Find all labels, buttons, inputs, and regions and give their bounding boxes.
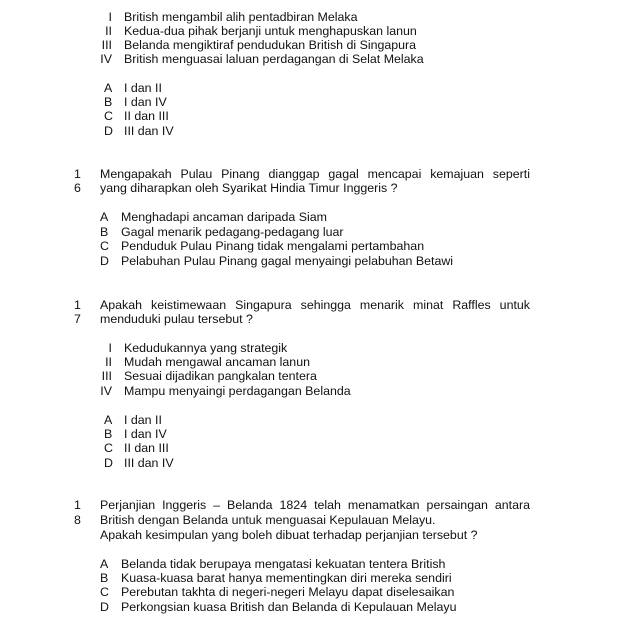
option-letter: D <box>100 254 109 268</box>
statement-number: III <box>101 38 112 52</box>
option-letter: B <box>100 571 109 585</box>
option-letter: A <box>100 210 109 224</box>
option-text: III dan IV <box>124 456 174 470</box>
option-text: III dan IV <box>124 124 174 138</box>
option-letter: C <box>100 585 109 599</box>
statement-number: III <box>101 369 112 383</box>
option-letter: C <box>104 441 113 455</box>
question-text: British dengan Belanda untuk menguasai Kepulauan Melayu. <box>100 513 436 527</box>
option-letter: B <box>104 95 113 109</box>
option-letter: D <box>100 600 109 614</box>
option-text: II dan III <box>124 109 169 123</box>
option-letter: D <box>104 456 113 470</box>
question-text: yang diharapkan oleh Syarikat Hindia Timur Inggeris ? <box>100 181 398 195</box>
question-text: Mengapakah Pulau Pinang dianggap gagal mencapai kemajuan seperti <box>100 167 530 181</box>
statement-number: II <box>105 355 112 369</box>
question-text: Apakah keistimewaan Singapura sehingga menarik minat Raffles untuk <box>100 298 530 312</box>
statement-text: Mampu menyaingi perdagangan Belanda <box>124 384 351 398</box>
question-text: menduduki pulau tersebut ? <box>100 312 253 326</box>
statement-text: Sesuai dijadikan pangkalan tentera <box>124 369 317 383</box>
option-text: II dan III <box>124 441 169 455</box>
question-number-digit: 1 <box>74 298 81 312</box>
option-text: Perebutan takhta di negeri-negeri Melayu dapat diselesaikan <box>121 585 455 599</box>
statement-text: British mengambil alih pentadbiran Melaka <box>124 10 358 24</box>
option-letter: A <box>104 81 113 95</box>
option-letter: B <box>104 427 113 441</box>
option-text: Belanda tidak berupaya mengatasi kekuatan tentera British <box>121 557 446 571</box>
option-letter: C <box>100 239 109 253</box>
option-letter: B <box>100 225 109 239</box>
option-text: Gagal menarik pedagang-pedagang luar <box>121 225 344 239</box>
question-number-digit: 7 <box>74 312 81 326</box>
question-number-digit: 1 <box>74 498 81 512</box>
option-letter: A <box>104 413 113 427</box>
question-number-digit: 8 <box>74 513 81 527</box>
statement-text: Mudah mengawal ancaman lanun <box>124 355 310 369</box>
question-number-digit: 1 <box>74 167 81 181</box>
statement-text: Belanda mengiktiraf pendudukan British di Singapura <box>124 38 417 52</box>
option-text: Penduduk Pulau Pinang tidak mengalami pertambahan <box>121 239 425 253</box>
option-letter: D <box>104 124 113 138</box>
option-text: Kuasa-kuasa barat hanya mementingkan diri mereka sendiri <box>121 571 452 585</box>
option-text: Menghadapi ancaman daripada Siam <box>121 210 327 224</box>
option-letter: A <box>100 557 109 571</box>
statement-number: I <box>108 341 112 355</box>
option-letter: C <box>104 109 113 123</box>
question-text: Perjanjian Inggeris – Belanda 1824 telah menamatkan persaingan antara <box>100 498 530 512</box>
statement-number: IV <box>100 52 112 66</box>
option-text: I dan IV <box>124 427 167 441</box>
statement-text: Kedua-dua pihak berjanji untuk menghapuskan lanun <box>124 24 417 38</box>
option-text: Pelabuhan Pulau Pinang gagal menyaingi pelabuhan Betawi <box>121 254 454 268</box>
option-text: I dan II <box>124 81 162 95</box>
option-text: I dan IV <box>124 95 167 109</box>
option-text: I dan II <box>124 413 162 427</box>
statement-text: Kedudukannya yang strategik <box>124 341 288 355</box>
statement-number: I <box>108 10 112 24</box>
question-number-digit: 6 <box>74 181 81 195</box>
statement-number: II <box>105 24 112 38</box>
statement-number: IV <box>100 384 112 398</box>
option-text: Perkongsian kuasa British dan Belanda di Kepulauan Melayu <box>121 600 457 614</box>
statement-text: British menguasai laluan perdagangan di Selat Melaka <box>124 52 424 66</box>
question-text: Apakah kesimpulan yang boleh dibuat terhadap perjanjian tersebut ? <box>100 528 478 542</box>
